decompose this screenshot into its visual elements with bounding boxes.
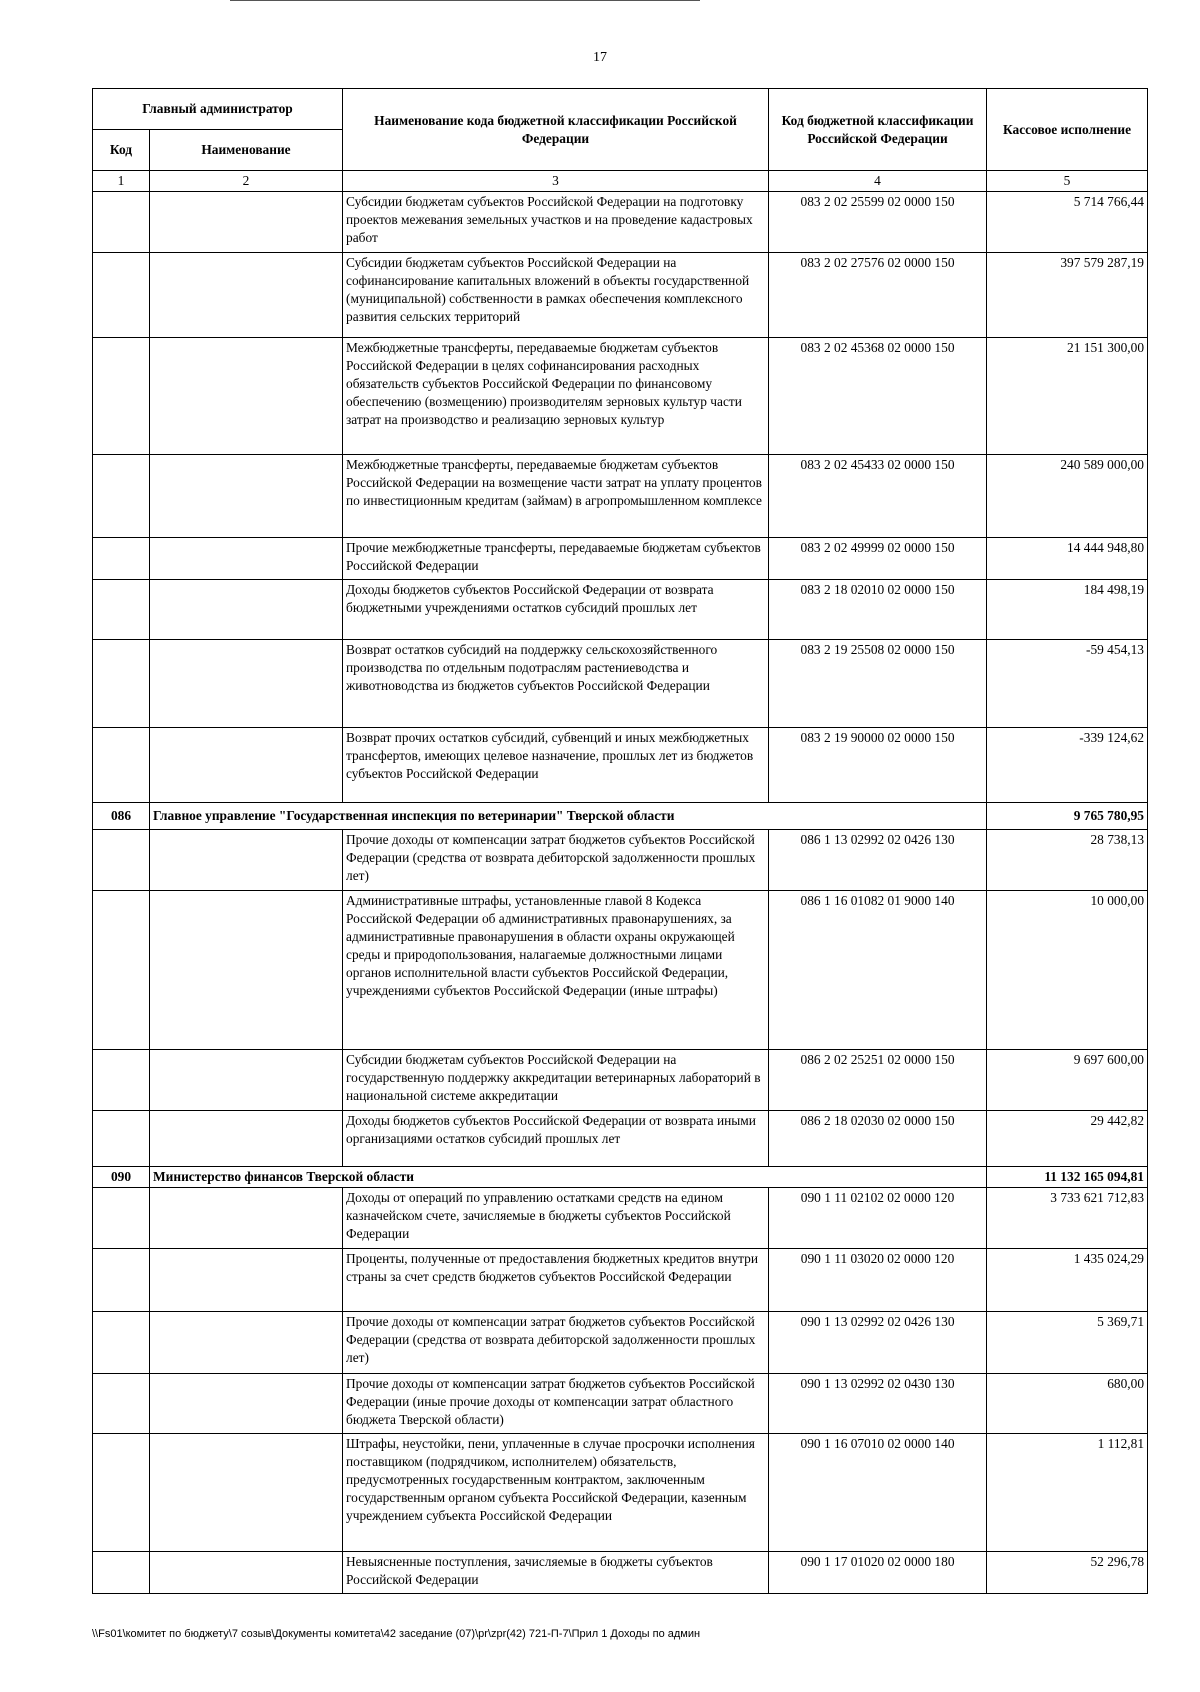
kbk-code: 083 2 18 02010 02 0000 150 <box>769 580 987 640</box>
admin-name-cell <box>150 455 343 538</box>
admin-name-header: Наименование <box>150 130 343 171</box>
admin-code-cell <box>93 1552 150 1594</box>
column-number: 1 <box>93 171 150 192</box>
cash-execution: 184 498,19 <box>987 580 1148 640</box>
cash-execution: 1 112,81 <box>987 1434 1148 1552</box>
cash-execution: 29 442,82 <box>987 1111 1148 1167</box>
admin-code-cell <box>93 538 150 580</box>
cash-execution: 397 579 287,19 <box>987 253 1148 338</box>
admin-code: 086 <box>93 803 150 830</box>
table-row <box>93 640 1148 728</box>
admin-code-cell <box>93 580 150 640</box>
kbk-code: 083 2 19 25508 02 0000 150 <box>769 640 987 728</box>
cash-execution: 14 444 948,80 <box>987 538 1148 580</box>
admin-name-cell <box>150 192 343 253</box>
admin-code-cell <box>93 1188 150 1249</box>
admin-name-cell <box>150 580 343 640</box>
kbk-description: Прочие доходы от компенсации затрат бюджетов субъектов Российской Федерации (средства от возврата дебиторской задолженности прошлых лет) <box>343 830 769 891</box>
group-total: 9 765 780,95 <box>987 803 1148 830</box>
admin-name-cell <box>150 253 343 338</box>
admin-name-cell <box>150 1312 343 1374</box>
admin-name-cell <box>150 830 343 891</box>
admin-code: 090 <box>93 1167 150 1188</box>
kbk-description: Прочие доходы от компенсации затрат бюджетов субъектов Российской Федерации (иные прочие доходы от компенсации затрат областного бюджета Тверской области) <box>343 1374 769 1434</box>
kbk-description: Субсидии бюджетам субъектов Российской Федерации на подготовку проектов межевания земельных участков и на проведение кадастровых работ <box>343 192 769 253</box>
admin-code-cell <box>93 1374 150 1434</box>
kbk-description: Прочие доходы от компенсации затрат бюджетов субъектов Российской Федерации (средства от возврата дебиторской задолженности прошлых лет) <box>343 1312 769 1374</box>
page-number: 17 <box>593 50 607 65</box>
table-row <box>93 1552 1148 1594</box>
column-number: 4 <box>769 171 987 192</box>
admin-group-row <box>93 1167 1148 1188</box>
admin-name-cell <box>150 1188 343 1249</box>
table-row <box>93 580 1148 640</box>
group-total: 11 132 165 094,81 <box>987 1167 1148 1188</box>
execution-header: Кассовое исполнение <box>987 89 1148 171</box>
file-path-footer: \\Fs01\комитет по бюджету\7 созыв\Документы комитета\42 заседание (07)\pr\zpr(42) 721-П-7\Прил 1 Доходы по админ <box>92 1628 701 1640</box>
revenue-table <box>92 88 1148 1594</box>
admin-name-cell <box>150 538 343 580</box>
admin-name-cell <box>150 1050 343 1111</box>
kbk-description: Прочие межбюджетные трансферты, передаваемые бюджетам субъектов Российской Федерации <box>343 538 769 580</box>
kbk-description: Возврат прочих остатков субсидий, субвенций и иных межбюджетных трансфертов, имеющих целевое назначение, прошлых лет из бюджетов субъектов Российской Федерации <box>343 728 769 803</box>
kbk-description: Штрафы, неустойки, пени, уплаченные в случае просрочки исполнения поставщиком (подрядчиком, исполнителем) обязательств, предусмотренных государственным контрактом, заключенным государственным органом субъекта Российской Федерации, казенным учреждением субъекта Российской Федерации <box>343 1434 769 1552</box>
admin-code-cell <box>93 338 150 455</box>
admin-code-cell <box>93 253 150 338</box>
scan-top-edge <box>230 0 700 1</box>
table-row <box>93 338 1148 455</box>
cash-execution: 5 714 766,44 <box>987 192 1148 253</box>
admin-name-cell <box>150 640 343 728</box>
kbk-name-header: Наименование кода бюджетной классификации Российской Федерации <box>343 89 769 171</box>
table-row <box>93 1188 1148 1249</box>
column-number: 2 <box>150 171 343 192</box>
column-number-row <box>93 171 1148 192</box>
table-row <box>93 455 1148 538</box>
table-row <box>93 891 1148 1050</box>
table-row <box>93 1050 1148 1111</box>
table-row <box>93 1374 1148 1434</box>
kbk-description: Межбюджетные трансферты, передаваемые бюджетам субъектов Российской Федерации на возмещение части затрат на уплату процентов по инвестиционным кредитам (займам) в агропромышленном комплексе <box>343 455 769 538</box>
table-row <box>93 192 1148 253</box>
table-row <box>93 1111 1148 1167</box>
kbk-code: 090 1 13 02992 02 0426 130 <box>769 1312 987 1374</box>
cash-execution: 5 369,71 <box>987 1312 1148 1374</box>
admin-name: Главное управление "Государственная инспекция по ветеринарии" Тверской области <box>150 803 987 830</box>
table-row <box>93 830 1148 891</box>
kbk-code: 083 2 02 27576 02 0000 150 <box>769 253 987 338</box>
cash-execution: 52 296,78 <box>987 1552 1148 1594</box>
admin-name-cell <box>150 1374 343 1434</box>
admin-name-cell <box>150 728 343 803</box>
table-row <box>93 538 1148 580</box>
column-number: 5 <box>987 171 1148 192</box>
kbk-code: 083 2 02 49999 02 0000 150 <box>769 538 987 580</box>
kbk-code: 090 1 17 01020 02 0000 180 <box>769 1552 987 1594</box>
admin-code-cell <box>93 640 150 728</box>
admin-code-cell <box>93 1312 150 1374</box>
admin-code-cell <box>93 830 150 891</box>
cash-execution: -339 124,62 <box>987 728 1148 803</box>
kbk-code: 090 1 11 02102 02 0000 120 <box>769 1188 987 1249</box>
kbk-code: 086 1 16 01082 01 9000 140 <box>769 891 987 1050</box>
admin-code-cell <box>93 1050 150 1111</box>
admin-code-cell <box>93 891 150 1050</box>
kbk-description: Субсидии бюджетам субъектов Российской Федерации на софинансирование капитальных вложений в объекты государственной (муниципальной) собственности в рамках обеспечения комплексного развития сельских территорий <box>343 253 769 338</box>
admin-code-cell <box>93 1249 150 1312</box>
cash-execution: 10 000,00 <box>987 891 1148 1050</box>
admin-code-cell <box>93 1111 150 1167</box>
kbk-description: Доходы бюджетов субъектов Российской Федерации от возврата бюджетными учреждениями остатков субсидий прошлых лет <box>343 580 769 640</box>
kbk-code-header: Код бюджетной классификации Российской Федерации <box>769 89 987 171</box>
kbk-code: 083 2 02 45368 02 0000 150 <box>769 338 987 455</box>
table-row <box>93 1249 1148 1312</box>
kbk-description: Невыясненные поступления, зачисляемые в бюджеты субъектов Российской Федерации <box>343 1552 769 1594</box>
cash-execution: 9 697 600,00 <box>987 1050 1148 1111</box>
admin-name: Министерство финансов Тверской области <box>150 1167 987 1188</box>
admin-name-cell <box>150 1552 343 1594</box>
admin-name-cell <box>150 1434 343 1552</box>
admin-name-cell <box>150 1111 343 1167</box>
cash-execution: 240 589 000,00 <box>987 455 1148 538</box>
kbk-code: 090 1 11 03020 02 0000 120 <box>769 1249 987 1312</box>
admin-code-cell <box>93 192 150 253</box>
kbk-code: 086 1 13 02992 02 0426 130 <box>769 830 987 891</box>
main-admin-header: Главный администратор <box>93 89 343 130</box>
table-body <box>93 192 1148 1594</box>
kbk-description: Возврат остатков субсидий на поддержку сельскохозяйственного производства по отдельным подотраслям растениеводства и животноводства из бюджетов субъектов Российской Федерации <box>343 640 769 728</box>
cash-execution: 3 733 621 712,83 <box>987 1188 1148 1249</box>
table-row <box>93 253 1148 338</box>
kbk-description: Субсидии бюджетам субъектов Российской Федерации на государственную поддержку аккредитации ветеринарных лабораторий в национальной системе аккредитации <box>343 1050 769 1111</box>
kbk-code: 086 2 18 02030 02 0000 150 <box>769 1111 987 1167</box>
admin-name-cell <box>150 1249 343 1312</box>
kbk-description: Межбюджетные трансферты, передаваемые бюджетам субъектов Российской Федерации в целях софинансирования расходных обязательств субъектов Российской Федерации по финансовому обеспечению (возмещению) производителям зерновых культур части затрат на производство и реализацию зерновых культур <box>343 338 769 455</box>
kbk-code: 083 2 02 25599 02 0000 150 <box>769 192 987 253</box>
kbk-code: 090 1 13 02992 02 0430 130 <box>769 1374 987 1434</box>
cash-execution: 21 151 300,00 <box>987 338 1148 455</box>
column-number: 3 <box>343 171 769 192</box>
kbk-code: 086 2 02 25251 02 0000 150 <box>769 1050 987 1111</box>
kbk-code: 083 2 19 90000 02 0000 150 <box>769 728 987 803</box>
kbk-description: Доходы бюджетов субъектов Российской Федерации от возврата иными организациями остатков субсидий прошлых лет <box>343 1111 769 1167</box>
kbk-description: Проценты, полученные от предоставления бюджетных кредитов внутри страны за счет средств бюджетов субъектов Российской Федерации <box>343 1249 769 1312</box>
cash-execution: 1 435 024,29 <box>987 1249 1148 1312</box>
admin-name-cell <box>150 891 343 1050</box>
cash-execution: -59 454,13 <box>987 640 1148 728</box>
admin-name-cell <box>150 338 343 455</box>
kbk-code: 083 2 02 45433 02 0000 150 <box>769 455 987 538</box>
cash-execution: 680,00 <box>987 1374 1148 1434</box>
kbk-description: Доходы от операций по управлению остатками средств на едином казначейском счете, зачисляемые в бюджеты субъектов Российской Федерации <box>343 1188 769 1249</box>
admin-code-cell <box>93 1434 150 1552</box>
table-row <box>93 1434 1148 1552</box>
kbk-code: 090 1 16 07010 02 0000 140 <box>769 1434 987 1552</box>
table-row <box>93 1312 1148 1374</box>
kbk-description: Административные штрафы, установленные главой 8 Кодекса Российской Федерации об административных правонарушениях, за административные правонарушения в области охраны окружающей среды и природопользования, налагаемые должностными лицами органов исполнительной власти субъектов Российской Федерации, учреждениями субъектов Российской Федерации (иные штрафы) <box>343 891 769 1050</box>
cash-execution: 28 738,13 <box>987 830 1148 891</box>
admin-code-cell <box>93 728 150 803</box>
table-row <box>93 728 1148 803</box>
admin-code-cell <box>93 455 150 538</box>
admin-code-header: Код <box>93 130 150 171</box>
admin-group-row <box>93 803 1148 830</box>
